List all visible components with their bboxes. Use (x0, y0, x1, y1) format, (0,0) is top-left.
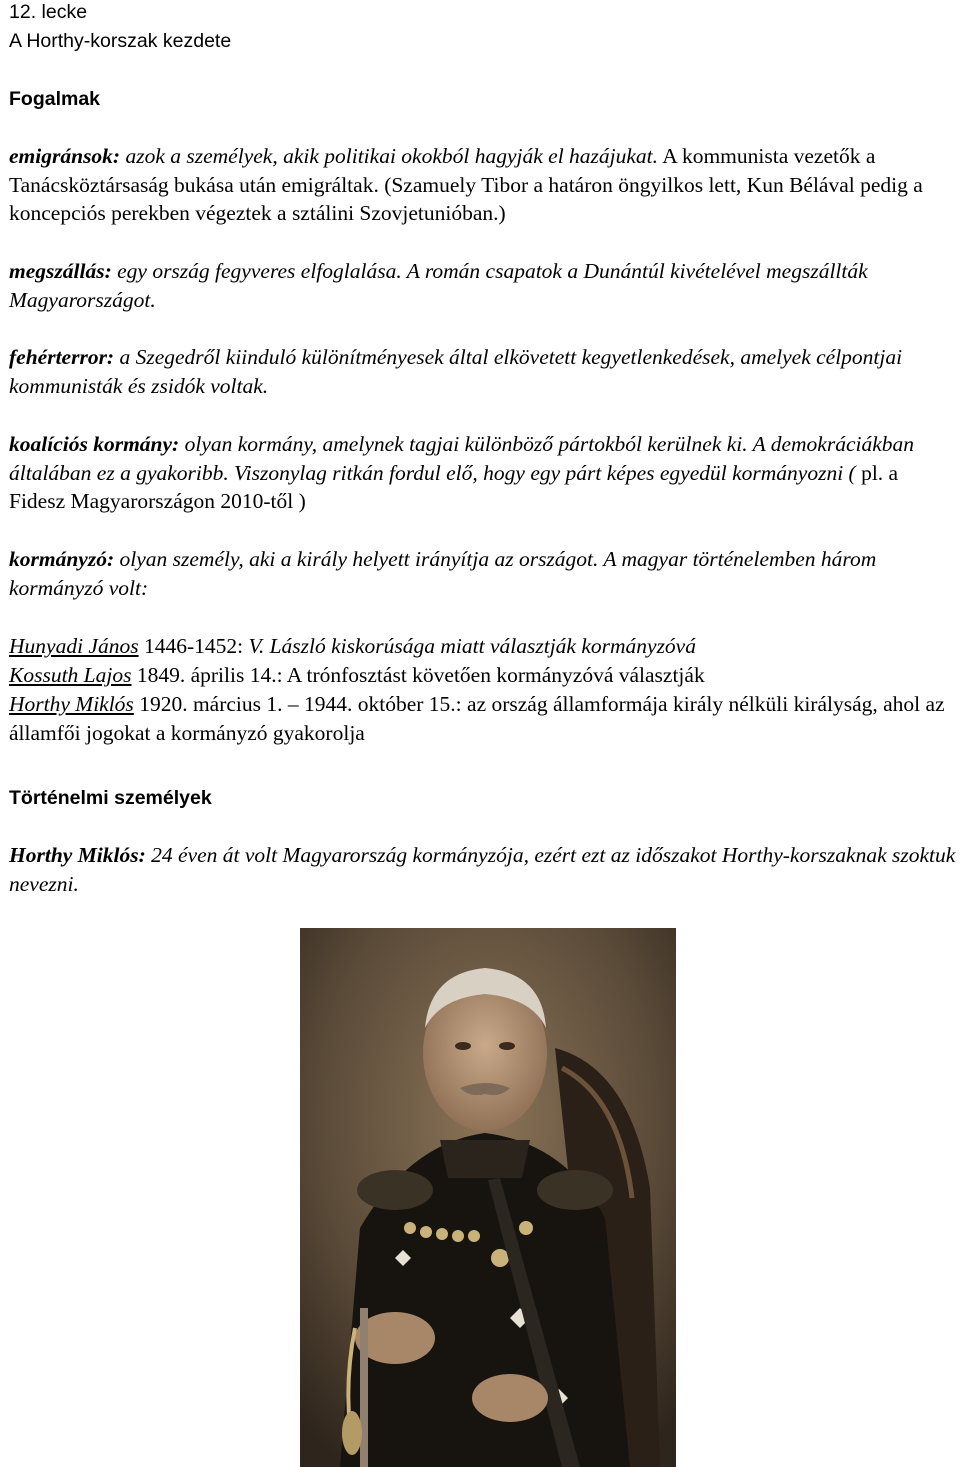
horthy-portrait-photo (300, 928, 676, 1467)
regent-kossuth (9, 661, 957, 690)
concept-term: kormányzó: (9, 547, 115, 571)
concept-megszallas (9, 257, 957, 314)
concept-definition: egy ország fegyveres elfoglalása. A román csapatok a Dunántúl kivételével megszállták Magyarországot. (9, 259, 868, 312)
person-term: Horthy Miklós: (9, 843, 146, 867)
concept-term: megszállás: (9, 259, 112, 283)
concepts-heading: Fogalmak (9, 88, 101, 110)
regent-horthy (9, 690, 957, 747)
regent-desc: az ország államformája király nélküli királyság, ahol az államfői jogokat a kormányzó gyakorolja (9, 692, 945, 745)
concept-emigransok (9, 142, 957, 228)
concept-feherterror (9, 343, 957, 400)
concept-note: A kommunista vezetők a Tanácsköztársaság bukása után emigráltak. (Szamuely Tibor a határon öngyilkos lett, Kun Bélával pedig a koncepciós perekben végeztek a sztálini Szovjetunióban.) (9, 144, 923, 225)
regent-date: 1849. április 14.: (131, 663, 283, 687)
concept-term: fehérterror: (9, 345, 115, 369)
lesson-title: A Horthy-korszak kezdete (9, 30, 232, 52)
concept-definition: olyan személy, aki a király helyett irányítja az országot. A magyar történelemben három kormányzó volt: (9, 547, 877, 600)
concept-note: pl. a Fidesz Magyarországon 2010-től ) (9, 460, 899, 513)
portrait-icon (300, 928, 676, 1467)
concept-term: koalíciós kormány: (9, 432, 180, 456)
person-definition: 24 éven át volt Magyarország kormányzója, ezért ezt az időszakot Horthy-korszaknak szoktuk nevezni. (9, 843, 956, 896)
regent-hunyadi (9, 632, 957, 661)
person-horthy (9, 841, 957, 898)
regent-date: 1446-1452: (138, 634, 244, 658)
regent-name: Horthy Miklós (9, 692, 134, 716)
regent-desc: V. László kiskorúsága miatt választják kormányzóvá (243, 634, 696, 658)
regent-date: 1920. március 1. – 1944. október 15.: (133, 692, 462, 716)
concept-definition: olyan kormány, amelynek tagjai különböző pártokból kerülnek ki. A demokráciákban általában ez a gyakoribb. Viszonylag ritkán fordul elő, hogy egy párt képes egyedül kormányozni ( (9, 432, 915, 485)
persons-heading: Történelmi személyek (9, 787, 212, 809)
concept-koalicios (9, 430, 957, 516)
regent-name: Hunyadi János (9, 634, 139, 658)
concept-term: emigránsok: (9, 144, 121, 168)
lesson-number: 12. lecke (9, 1, 88, 23)
regent-name: Kossuth Lajos (9, 663, 132, 687)
concept-definition: azok a személyek, akik politikai okokból hagyják el hazájukat. (120, 144, 659, 168)
concept-kormanyzo (9, 545, 957, 602)
regent-desc: A trónfosztást követően kormányzóvá választják (282, 663, 705, 687)
concept-definition: a Szegedről kiinduló különítményesek által elkövetett kegyetlenkedések, amelyek célpontjai kommunisták és zsidók voltak. (9, 345, 903, 398)
